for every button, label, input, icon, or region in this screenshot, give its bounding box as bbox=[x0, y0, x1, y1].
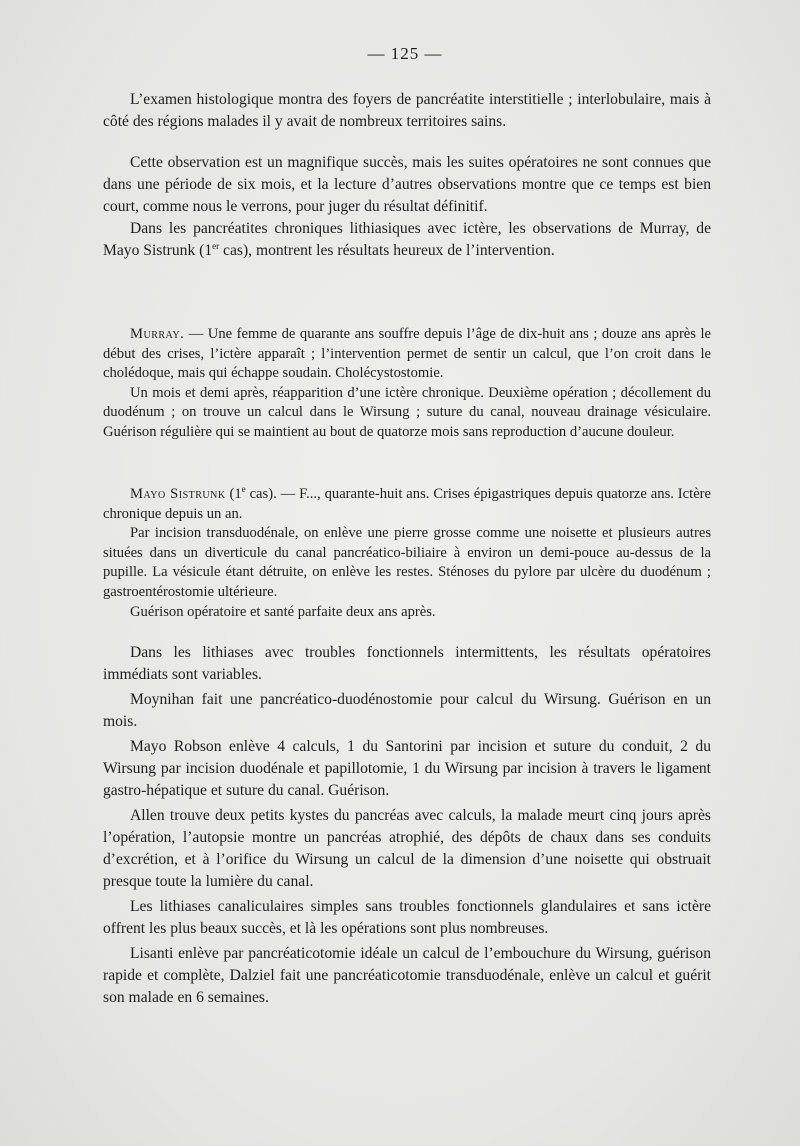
case-text: — Une femme de quarante ans souffre depuis l’âge de dix-huit ans ; douze ans après le début des crises, l’ictère apparaît ; l’intervention permet de sentir un calcul, que l’on croit dans le cholédoque, mais qui échappe soudain. Cholécystostomie. bbox=[103, 326, 711, 382]
text-block-intro bbox=[103, 89, 711, 262]
case-paragraph: Par incision transduodénale, on enlève une pierre grosse comme une noisette et plusieurs autres situées dans un diverticule du canal pancréatico-biliaire à environ un demi-pouce au-dessus de la pupille. La vésicule étant détruite, on enlève les restes. Sténoses du pylore par ulcère du duodénum ; gastroentérostomie ultérieure. bbox=[103, 525, 711, 600]
page-number: — 125 — bbox=[367, 44, 443, 63]
text-block-results bbox=[103, 642, 711, 1009]
case-paragraph: Un mois et demi après, réapparition d’une ictère chronique. Deuxième opération ; décollement du duodénum ; on trouve un calcul dans le Wirsung ; suture du canal, nouveau drainage vésiculaire. Guérison régulière qui se maintient au bout de quatorze mois sans reproduction d’aucune douleur. bbox=[103, 384, 711, 440]
paragraph: Allen trouve deux petits kystes du pancréas avec calculs, la malade meurt cinq jours après l’opération, l’autopsie montre un pancréas atrophié, des dépôts de chaux dans ses conduits d’excrétion, et à l’orifice du Wirsung un calcul de la dimension d’une noisette qui obstruait presque toute la lumière du canal. bbox=[103, 807, 711, 890]
case-author: Murray. bbox=[130, 326, 185, 342]
case-sistrunk bbox=[103, 485, 711, 622]
paragraph: Moynihan fait une pancréatico-duodénostomie pour calcul du Wirsung. Guérison en un mois. bbox=[103, 691, 711, 730]
paragraph: Cette observation est un magnifique succès, mais les suites opératoires ne sont connues que dans une période de six mois, et la lecture d’autres observations montre que ce temps est bien court, comme nous le verrons, pour juger du résultat définitif. bbox=[103, 154, 711, 215]
paragraph: Dans les lithiases avec troubles fonctionnels intermittents, les résultats opératoires immédiats sont variables. bbox=[103, 644, 711, 683]
paragraph: Mayo Robson enlève 4 calculs, 1 du Santorini par incision et suture du conduit, 2 du Wirsung par incision duodénale et papillotomie, 1 du Wirsung par incision à travers le ligament gastro-hépatique et suture du canal. Guérison. bbox=[103, 738, 711, 799]
case-paragraph: Mayo Sistrunk (1e cas). — F..., quarante-huit ans. Crises épigastriques depuis quatorze ans. Ictère chronique depuis un an. bbox=[103, 484, 712, 522]
case-paragraph: Guérison opératoire et santé parfaite deux ans après. bbox=[130, 603, 436, 620]
paragraph: Dans les pancréatites chroniques lithiasiques avec ictère, les observations de Murray, de Mayo Sistrunk (1er cas), montrent les résultats heureux de l’intervention. bbox=[103, 220, 711, 259]
paragraph: Lisanti enlève par pancréaticotomie idéale un calcul de l’embouchure du Wirsung, guérison rapide et complète, Dalziel fait une pancréaticotomie transduodénale, enlève un calcul et guérit son malade en 6 semaines. bbox=[103, 945, 711, 1006]
case-text: — F..., quarante-huit ans. Crises épigastriques depuis quatorze ans. Ictère chronique depuis un an. bbox=[103, 486, 712, 522]
case-author: Mayo Sistrunk bbox=[130, 486, 226, 502]
case-murray bbox=[103, 325, 711, 443]
paragraph: L’examen histologique montra des foyers de pancréatite interstitielle ; interlobulaire, mais à côté des régions malades il y avait de nombreux territoires sains. bbox=[103, 91, 711, 130]
case-paragraph bbox=[103, 325, 711, 384]
paragraph: Les lithiases canaliculaires simples sans troubles fonctionnels glandulaires et sans ictère offrent les plus beaux succès, et là les opérations sont plus nombreuses. bbox=[103, 898, 711, 937]
